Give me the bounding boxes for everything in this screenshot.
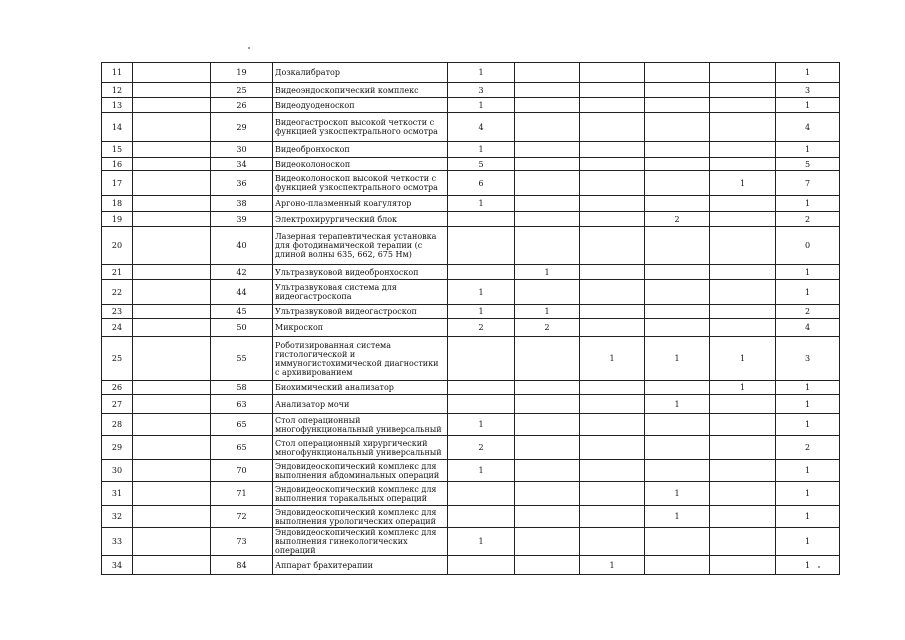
quantity-cell [515,158,580,171]
quantity-cell [448,395,515,414]
quantity-cell [645,113,710,142]
empty-cell [133,305,211,319]
quantity-cell [515,528,580,556]
item-code-cell: 73 [211,528,273,556]
quantity-cell: 1 [515,265,580,280]
item-code-cell: 40 [211,227,273,265]
item-code-cell: 63 [211,395,273,414]
row-number-cell: 12 [102,83,133,98]
equipment-name-cell: Аргоно-плазменный коагулятор [273,196,448,212]
quantity-cell [710,506,776,528]
table-row [102,265,840,280]
total-cell: 7 [776,171,840,196]
quantity-cell [580,436,645,460]
item-code-cell: 25 [211,83,273,98]
total-cell: 3 [776,83,840,98]
quantity-cell [645,196,710,212]
quantity-cell [645,171,710,196]
row-number-cell: 34 [102,556,133,575]
equipment-name-cell: Анализатор мочи [273,395,448,414]
equipment-name-cell: Видеодуоденоскоп [273,98,448,113]
quantity-cell [448,212,515,227]
item-code-cell: 55 [211,337,273,381]
empty-cell [133,381,211,395]
equipment-name-cell: Видеоколоноскоп высокой четкости с функцией узкоспектрального осмотра [273,171,448,196]
table-row [102,414,840,436]
equipment-name-cell: Видеоколоноскоп [273,158,448,171]
quantity-cell [580,395,645,414]
quantity-cell [710,528,776,556]
total-cell: 2 [776,212,840,227]
equipment-name-cell: Ультразвуковой видеогастроскоп [273,305,448,319]
total-cell: 1 [776,98,840,113]
quantity-cell [580,319,645,337]
quantity-cell [580,171,645,196]
equipment-name-cell: Лазерная терапевтическая установка для фотодинамической терапии (с длиной волны 635, 662, 675 Нм) [273,227,448,265]
empty-cell [133,556,211,575]
item-code-cell: 45 [211,305,273,319]
item-code-cell: 65 [211,436,273,460]
empty-cell [133,171,211,196]
quantity-cell [580,482,645,506]
quantity-cell [710,98,776,113]
equipment-name-cell: Микроскоп [273,319,448,337]
equipment-name-cell: Ультразвуковой видеобронхоскоп [273,265,448,280]
row-number-cell: 30 [102,460,133,482]
total-cell: 1 [776,395,840,414]
quantity-cell [710,395,776,414]
quantity-cell [710,460,776,482]
quantity-cell: 1 [645,395,710,414]
quantity-cell [580,414,645,436]
table-row [102,506,840,528]
quantity-cell [515,142,580,158]
quantity-cell: 1 [448,63,515,83]
quantity-cell [515,460,580,482]
empty-cell [133,83,211,98]
item-code-cell: 38 [211,196,273,212]
table-body [102,63,840,575]
quantity-cell [515,436,580,460]
quantity-cell [515,196,580,212]
quantity-cell [580,142,645,158]
total-cell: 2 [776,436,840,460]
quantity-cell [580,113,645,142]
quantity-cell [515,212,580,227]
empty-cell [133,142,211,158]
table-row [102,460,840,482]
row-number-cell: 32 [102,506,133,528]
row-number-cell: 13 [102,98,133,113]
row-number-cell: 19 [102,212,133,227]
quantity-cell [580,63,645,83]
scan-speck [248,47,250,49]
equipment-name-cell: Эндовидеоскопический комплекс для выполнения абдоминальных операций [273,460,448,482]
quantity-cell [580,83,645,98]
quantity-cell [645,319,710,337]
row-number-cell: 31 [102,482,133,506]
item-code-cell: 44 [211,280,273,305]
quantity-cell [448,337,515,381]
total-cell: 1 [776,528,840,556]
quantity-cell [580,381,645,395]
equipment-name-cell: Дозкалибратор [273,63,448,83]
quantity-cell [710,83,776,98]
quantity-cell: 1 [448,142,515,158]
quantity-cell [515,337,580,381]
quantity-cell: 2 [515,319,580,337]
quantity-cell [448,381,515,395]
item-code-cell: 30 [211,142,273,158]
quantity-cell [580,158,645,171]
quantity-cell [580,528,645,556]
quantity-cell [645,142,710,158]
quantity-cell [580,212,645,227]
quantity-cell [710,212,776,227]
table-row [102,113,840,142]
item-code-cell: 65 [211,414,273,436]
quantity-cell: 3 [448,83,515,98]
table-row [102,381,840,395]
equipment-name-cell: Ультразвуковая система для видеогастроскопа [273,280,448,305]
quantity-cell [515,227,580,265]
item-code-cell: 36 [211,171,273,196]
item-code-cell: 19 [211,63,273,83]
total-cell: 1 [776,460,840,482]
equipment-name-cell: Видеоэндоскопический комплекс [273,83,448,98]
quantity-cell: 1 [448,528,515,556]
quantity-cell [580,227,645,265]
total-cell: 4 [776,113,840,142]
empty-cell [133,265,211,280]
total-cell: 1 [776,265,840,280]
item-code-cell: 72 [211,506,273,528]
empty-cell [133,460,211,482]
empty-cell [133,337,211,381]
table-row [102,142,840,158]
quantity-cell: 1 [580,337,645,381]
quantity-cell [515,171,580,196]
empty-cell [133,506,211,528]
quantity-cell [515,280,580,305]
table-row [102,482,840,506]
quantity-cell [645,158,710,171]
quantity-cell [645,63,710,83]
equipment-name-cell: Аппарат брахитерапии [273,556,448,575]
empty-cell [133,280,211,305]
table-row [102,395,840,414]
equipment-name-cell: Роботизированная система гистологической и иммуногистохимической диагностики с архивированием [273,337,448,381]
quantity-cell [515,556,580,575]
quantity-cell [515,482,580,506]
quantity-cell: 5 [448,158,515,171]
row-number-cell: 20 [102,227,133,265]
quantity-cell [580,98,645,113]
table-row [102,196,840,212]
quantity-cell [645,528,710,556]
empty-cell [133,63,211,83]
quantity-cell [710,280,776,305]
total-cell: 5 [776,158,840,171]
empty-cell [133,414,211,436]
empty-cell [133,113,211,142]
empty-cell [133,395,211,414]
row-number-cell: 25 [102,337,133,381]
equipment-table [101,62,840,575]
empty-cell [133,528,211,556]
quantity-cell [710,265,776,280]
quantity-cell [580,305,645,319]
quantity-cell: 2 [448,436,515,460]
table-row [102,556,840,575]
table-row [102,227,840,265]
empty-cell [133,482,211,506]
quantity-cell [645,83,710,98]
equipment-name-cell: Эндовидеоскопический комплекс для выполнения гинекологических операций [273,528,448,556]
row-number-cell: 27 [102,395,133,414]
row-number-cell: 17 [102,171,133,196]
equipment-name-cell: Видеобронхоскоп [273,142,448,158]
quantity-cell [645,556,710,575]
quantity-cell: 1 [710,381,776,395]
quantity-cell [515,83,580,98]
table-row [102,337,840,381]
table-row [102,212,840,227]
quantity-cell [580,196,645,212]
quantity-cell [515,63,580,83]
table-row [102,436,840,460]
row-number-cell: 16 [102,158,133,171]
quantity-cell [710,113,776,142]
quantity-cell: 1 [645,506,710,528]
quantity-cell [448,506,515,528]
item-code-cell: 29 [211,113,273,142]
row-number-cell: 24 [102,319,133,337]
quantity-cell [515,506,580,528]
quantity-cell [710,319,776,337]
total-cell: 0 [776,227,840,265]
row-number-cell: 23 [102,305,133,319]
row-number-cell: 15 [102,142,133,158]
quantity-cell [580,506,645,528]
scan-speck [818,566,820,568]
quantity-cell: 1 [645,337,710,381]
total-cell: 4 [776,319,840,337]
quantity-cell: 6 [448,171,515,196]
quantity-cell [645,305,710,319]
equipment-name-cell: Электрохирургический блок [273,212,448,227]
item-code-cell: 42 [211,265,273,280]
total-cell: 1 [776,280,840,305]
equipment-name-cell: Стол операционный многофункциональный универсальный [273,414,448,436]
row-number-cell: 21 [102,265,133,280]
equipment-name-cell: Стол операционный хирургический многофункциональный универсальный [273,436,448,460]
equipment-name-cell: Видеогастроскоп высокой четкости с функцией узкоспектрального осмотра [273,113,448,142]
quantity-cell [515,113,580,142]
quantity-cell [515,98,580,113]
quantity-cell [710,556,776,575]
item-code-cell: 50 [211,319,273,337]
quantity-cell: 1 [448,196,515,212]
total-cell: 1 [776,556,840,575]
item-code-cell: 70 [211,460,273,482]
table-row [102,528,840,556]
table-row [102,98,840,113]
empty-cell [133,227,211,265]
quantity-cell: 1 [580,556,645,575]
item-code-cell: 34 [211,158,273,171]
quantity-cell [580,265,645,280]
quantity-cell [710,436,776,460]
quantity-cell [710,158,776,171]
quantity-cell [580,460,645,482]
quantity-cell [645,414,710,436]
quantity-cell: 1 [448,305,515,319]
total-cell: 1 [776,381,840,395]
empty-cell [133,212,211,227]
quantity-cell [448,227,515,265]
equipment-name-cell: Эндовидеоскопический комплекс для выполнения урологических операций [273,506,448,528]
quantity-cell: 1 [448,414,515,436]
item-code-cell: 39 [211,212,273,227]
quantity-cell: 1 [448,460,515,482]
equipment-name-cell: Эндовидеоскопический комплекс для выполнения торакальных операций [273,482,448,506]
quantity-cell [515,381,580,395]
quantity-cell: 2 [448,319,515,337]
quantity-cell: 1 [710,337,776,381]
quantity-cell [710,482,776,506]
total-cell: 3 [776,337,840,381]
quantity-cell [580,280,645,305]
quantity-cell [645,265,710,280]
quantity-cell [515,395,580,414]
quantity-cell [710,414,776,436]
row-number-cell: 18 [102,196,133,212]
quantity-cell [710,142,776,158]
row-number-cell: 14 [102,113,133,142]
total-cell: 1 [776,196,840,212]
quantity-cell [645,436,710,460]
quantity-cell [645,227,710,265]
quantity-cell: 1 [710,171,776,196]
row-number-cell: 33 [102,528,133,556]
item-code-cell: 26 [211,98,273,113]
table-row [102,158,840,171]
quantity-cell [645,98,710,113]
quantity-cell [645,381,710,395]
empty-cell [133,158,211,171]
total-cell: 2 [776,305,840,319]
quantity-cell [710,63,776,83]
quantity-cell [448,265,515,280]
quantity-cell: 1 [515,305,580,319]
total-cell: 1 [776,482,840,506]
empty-cell [133,436,211,460]
quantity-cell [710,196,776,212]
empty-cell [133,319,211,337]
row-number-cell: 26 [102,381,133,395]
row-number-cell: 22 [102,280,133,305]
table-row [102,171,840,196]
row-number-cell: 28 [102,414,133,436]
item-code-cell: 84 [211,556,273,575]
total-cell: 1 [776,414,840,436]
quantity-cell [448,482,515,506]
quantity-cell: 1 [448,280,515,305]
total-cell: 1 [776,63,840,83]
table-row [102,305,840,319]
total-cell: 1 [776,142,840,158]
row-number-cell: 29 [102,436,133,460]
quantity-cell [645,460,710,482]
quantity-cell [448,556,515,575]
quantity-cell [645,280,710,305]
quantity-cell [710,305,776,319]
item-code-cell: 58 [211,381,273,395]
quantity-cell [710,227,776,265]
table-row [102,63,840,83]
table-row [102,83,840,98]
quantity-cell: 4 [448,113,515,142]
table-row [102,280,840,305]
item-code-cell: 71 [211,482,273,506]
table-row [102,319,840,337]
quantity-cell: 2 [645,212,710,227]
row-number-cell: 11 [102,63,133,83]
empty-cell [133,98,211,113]
quantity-cell: 1 [448,98,515,113]
empty-cell [133,196,211,212]
quantity-cell: 1 [645,482,710,506]
total-cell: 1 [776,506,840,528]
equipment-name-cell: Биохимический анализатор [273,381,448,395]
quantity-cell [515,414,580,436]
